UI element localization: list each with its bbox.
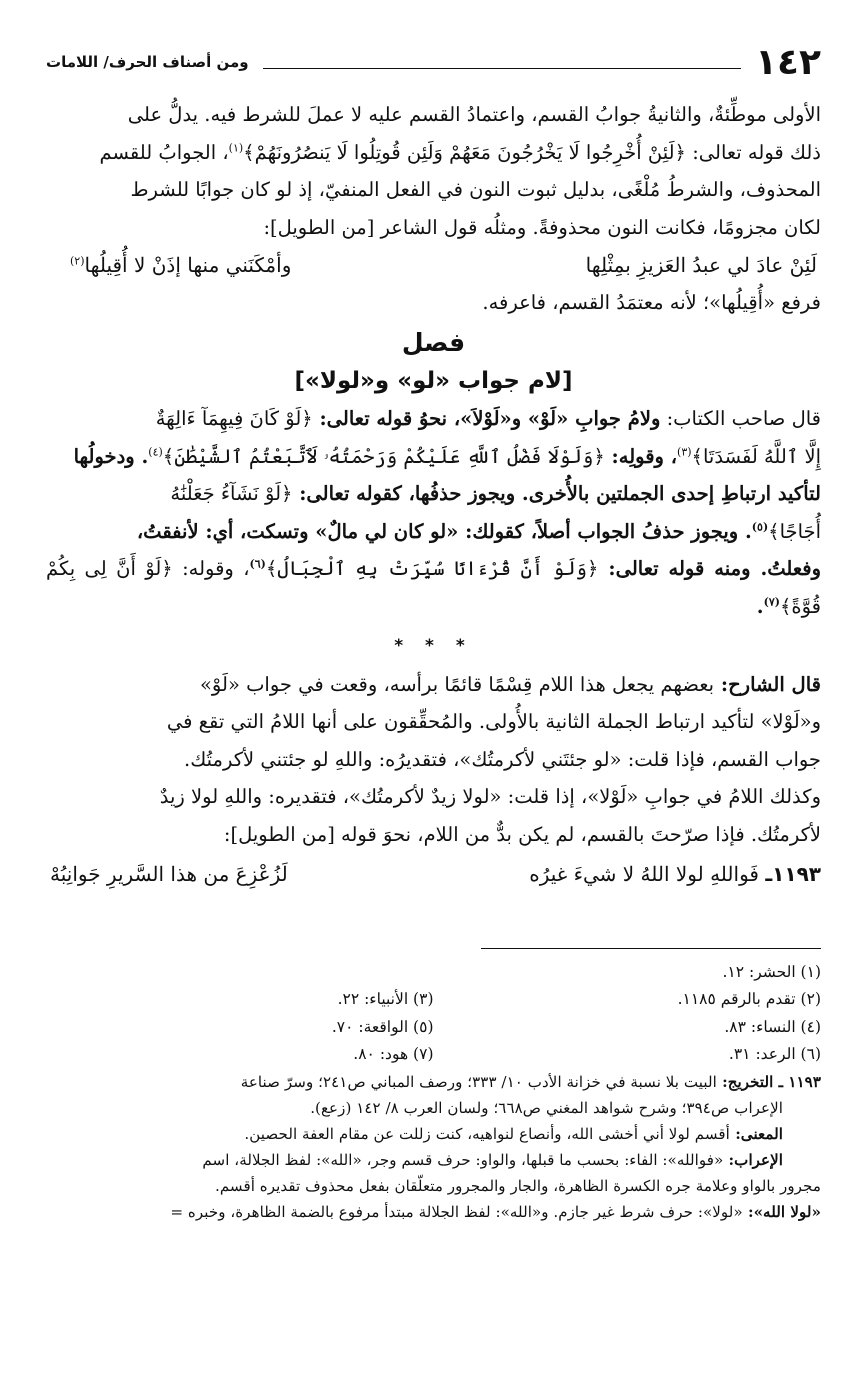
- text-line: وكذلك اللامُ في جوابِ «لَوْلا»، إذا قلت: «لولا زيدٌ لأكرمتُك»، فتقديره: واللهِ لولا زيدٌ: [159, 785, 821, 809]
- matn-text: . ويجوز حذفُ الجواب أصلاً، كقولك: «لو كان لي مالٌ» وتسكت، أي: لأنفقتُ،: [136, 519, 752, 543]
- text-line: و«لَوْلا» لتأكيد ارتباط الجملة الثانية بالأُولى. والمُحقِّقون على أنها اللامُ التي تقع في: [166, 710, 821, 734]
- footnote: (٧) هود: ٨٠.: [353, 1045, 434, 1063]
- matn-text: ، وقوله:: [172, 557, 250, 581]
- footnote: (٤) النساء: ٨٣.: [724, 1017, 821, 1036]
- footnote-row: [46, 1041, 821, 1069]
- text-line: لأكرمتُك. فإذا صرّحتَ بالقسم، لم يكن بدٌّ من اللام، نحوَ قوله [من الطويل]:: [223, 822, 821, 846]
- note-line: [46, 1069, 821, 1095]
- sharh-label: قال الشارح:: [714, 672, 821, 696]
- verse-hemistich-first: لَئِنْ عادَ لي عبدُ العَزيزِ بمِثْلِها: [585, 253, 817, 278]
- matn-text: ولامُ جوابِ «لَوْ» و«لَوْلاَ»، نحوُ قوله تعالى:: [312, 406, 661, 430]
- irab-sublabel: «لولا الله»:: [742, 1202, 821, 1221]
- numbered-verse: [46, 854, 821, 894]
- note-text: البيت بلا نسبة في خزانة الأدب ١٠/ ٣٣٣؛ ورصف المباني ص٢٤١؛ وسرّ صناعة: [240, 1072, 717, 1091]
- footnote-ref: (٤): [148, 445, 163, 459]
- quran-quote: ﴿لَوْ أَنَّ لِى بِكُمْ قُوَّةً﴾: [46, 557, 821, 618]
- section-subtitle: [لام جواب «لو» و«لولا»]: [294, 367, 573, 394]
- footnote-ref: (١): [228, 141, 244, 155]
- footnote-separator: [481, 948, 821, 949]
- hemistich-text: فَواللهِ لولا اللهُ لا شيءَ غيرُه: [529, 861, 759, 886]
- footnote: (٢) تقدم بالرقم ١١٨٥.: [677, 990, 821, 1008]
- note-line: الإعراب ص٣٩٤؛ وشرح شواهد المغني ص٦٦٨؛ ولسان العرب ٨/ ١٤٢ (زعع).: [310, 1098, 783, 1117]
- text-line: [46, 550, 821, 625]
- note-line: [46, 1147, 821, 1173]
- takhrij-label: ١١٩٣ ـ التخريج:: [716, 1072, 821, 1091]
- quran-quote: أُجَاجًا﴾: [768, 519, 821, 543]
- quran-quote: ﴿لَوْ كَانَ فِيهِمَآ ءَالِهَةٌ: [155, 406, 313, 430]
- text-line: [46, 400, 821, 438]
- footnote-ref: (٢): [70, 254, 85, 268]
- note-text: «فوالله»: الفاء: بحسب ما قبلها، والواو: حرف قسم وجر، «الله»: لفظ الجلالة، اسم: [202, 1150, 724, 1169]
- text-segment: ذلك قوله تعالى:: [686, 140, 821, 164]
- irab-label: الإعراب:: [723, 1150, 783, 1169]
- matn-text: .: [756, 594, 764, 618]
- text-line: [46, 666, 821, 704]
- section-title: فصل: [401, 327, 466, 357]
- matn-text: . ودخولُها: [73, 444, 149, 468]
- matn-intro: قال صاحب الكتاب:: [660, 406, 821, 430]
- verse-hemistich-first: [529, 854, 821, 894]
- page-number: ١٤٢: [755, 41, 821, 83]
- main-text: [46, 96, 821, 894]
- note-line: مجرور بالواو وعلامة جره الكسرة الظاهرة، والجار والمجرور متعلّقان بفعل محذوف تقديره أقسم.: [215, 1176, 821, 1195]
- text-line: [46, 134, 821, 172]
- text-line: [46, 513, 821, 551]
- poetry-verse: [46, 246, 821, 284]
- footnote-ref: (٦): [249, 557, 266, 571]
- text-line: لكان مجزومًا، فكانت النون محذوفةً. ومثلُه قول الشاعر [من الطويل]:: [263, 215, 821, 239]
- matn-text: لتأكيد ارتباطِ إحدى الجملتين بالأُخرى. ويجوز حذفُها، كقوله تعالى:: [292, 482, 821, 506]
- footnote: (٦) الرعد: ٣١.: [728, 1045, 821, 1063]
- note-text: أقسم لولا أني أخشى الله، وأنصاع لنواهيه، كنت زللت عن مقام العفة الحصين.: [244, 1124, 730, 1143]
- text-line: المحذوف، والشرطُ مُلْغًى، بدليل ثبوت النون في الفعل المنفيّ، إذ لو كان جوابًا للشرط: [130, 178, 821, 202]
- footnote-row: [46, 986, 821, 1014]
- meaning-label: المعنى:: [729, 1124, 783, 1143]
- text-segment: ، الجوابُ للقسم: [99, 140, 229, 164]
- footnote: (٥) الواقعة: ٧٠.: [331, 1017, 434, 1036]
- footnote-ref: (٥): [751, 520, 769, 534]
- footnote-ref: (٣): [677, 445, 692, 459]
- text-line: فرفع «أُقِيلُها»؛ لأنه معتمَدُ القسم، فاعرفه.: [482, 291, 821, 315]
- verse-number: ١١٩٣ـ: [765, 861, 821, 886]
- section-separator: * * *: [394, 635, 473, 656]
- quran-quote: ﴿وَلَوْ أَنَّ قُرْءَانًا سُيِّرَتْ بِهِ ٱلْجِبَالُ﴾: [265, 557, 599, 581]
- running-title: ومن أصناف الحرف/ اللامات: [46, 53, 249, 71]
- quran-quote: ﴿وَلَوْلَا فَضْلُ ٱللَّهِ عَلَيْكُمْ وَرَحْمَتُهُۥ لَٱتَّبَعْتُمُ ٱلشَّيْطَٰنَ﴾: [162, 444, 605, 468]
- verse-hemistich-second: لَزُعْزِعَ من هذا السَّريرِ جَوانِبُهْ: [50, 861, 288, 886]
- quran-quote: ﴿لَئِنْ أُخْرِجُوا لَا يَخْرُجُونَ مَعَهُمْ وَلَئِن قُوتِلُوا لَا يَنصُرُونَهُمْ﴾: [243, 140, 686, 164]
- text-line: الأولى موطِّئةٌ، والثانيةُ جوابُ القسم، واعتمادُ القسم عليه لا عملَ للشرط فيه. يدلُّ على: [127, 103, 821, 126]
- quran-quote: إِلَّا ٱللَّهُ لَفَسَدَتَا﴾: [691, 444, 821, 468]
- text-line: [46, 475, 821, 513]
- note-text: «لولا»: حرف شرط غير جازم. و«الله»: لفظ الجلالة مبتدأ مرفوع بالضمة الظاهرة، وخبره =: [170, 1202, 743, 1221]
- hemistich-text: وأمْكَنَني منها إذَنْ لا أُقِيلُها: [84, 253, 292, 278]
- page-header: [46, 40, 821, 84]
- quran-quote: ﴿لَوْ نَشَآءُ جَعَلْنَٰهُ: [170, 482, 293, 506]
- footnote: (٣) الأنبياء: ٢٢.: [337, 990, 434, 1008]
- note-line: [46, 1199, 821, 1225]
- takhrij-notes: [46, 1069, 821, 1225]
- footnote-ref: (٧): [763, 595, 780, 609]
- sharh-text: بعضهم يجعل هذا اللام قِسْمًا قائمًا برأسه، وقعت في جواب «لَوْ»: [200, 672, 715, 696]
- matn-text: وفعلتُ. ومنه قوله تعالى:: [598, 557, 821, 581]
- verse-hemistich-second: [70, 246, 291, 284]
- footnote-row: [46, 1014, 821, 1042]
- note-line: [46, 1121, 821, 1147]
- matn-text: ، وقولِه:: [604, 444, 678, 468]
- footnotes: [46, 959, 821, 1069]
- footnote: (١) الحشر: ١٢.: [722, 962, 821, 981]
- text-line: جواب القسم، فإذا قلت: «لو جئتَني لأكرمتُك»، فتقديرُه: واللهِ لو جئتني لأكرمتُك.: [184, 747, 821, 771]
- text-line: [46, 438, 821, 476]
- header-rule: [263, 68, 742, 69]
